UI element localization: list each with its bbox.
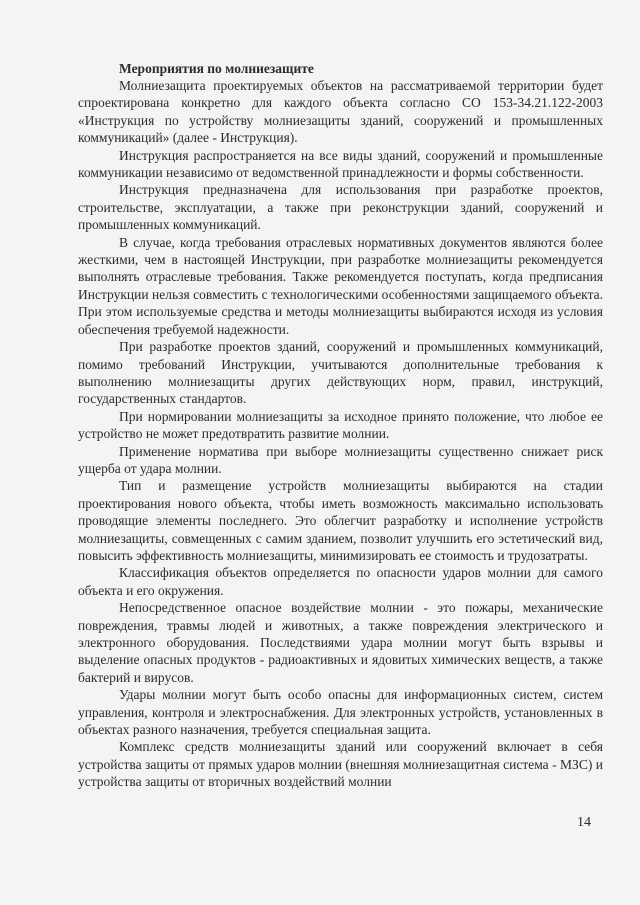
paragraph: Молниезащита проектируемых объектов на рассматриваемой территории будет спроектирована конкретно для каждого объекта согласно СО 153-34.21.122-2003 «Инструкция по устройству молниезащиты зданий, сооружений и промышленных коммуникаций» (далее - Инструкция). bbox=[78, 78, 603, 146]
page-number: 14 bbox=[577, 815, 591, 830]
document-body bbox=[78, 60, 603, 791]
paragraph: Удары молнии могут быть особо опасны для информационных систем, систем управления, контроля и электроснабжения. Для электронных устройств, установленных в объектах разного назначения, требуется специальная защита. bbox=[78, 687, 603, 738]
paragraph: Классификация объектов определяется по опасности ударов молнии для самого объекта и его окружения. bbox=[78, 565, 603, 598]
paragraph: При разработке проектов зданий, сооружений и промышленных коммуникаций, помимо требований Инструкции, учитываются дополнительные требования к выполнению молниезащиты других действующих норм, правил, инструкций, государственных стандартов. bbox=[78, 339, 603, 407]
paragraph: В случае, когда требования отраслевых нормативных документов являются более жесткими, чем в настоящей Инструкции, при разработке молниезащиты рекомендуется выполнять отраслевые требования. Также рекомендуется поступать, когда предписания Инструкции нельзя совместить с технологическими особенностями защищаемого объекта. При этом используемые средства и методы молниезащиты выбираются исходя из условия обеспечения требуемой надежности. bbox=[78, 234, 603, 337]
section-heading: Мероприятия по молниезащите bbox=[119, 61, 314, 76]
paragraph: Применение норматива при выборе молниезащиты существенно снижает риск ущерба от удара молнии. bbox=[78, 443, 603, 476]
paragraph: Инструкция предназначена для использования при разработке проектов, строительстве, эксплуатации, а также при реконструкции зданий, сооружений и промышленных коммуникаций. bbox=[78, 182, 603, 233]
paragraph: Комплекс средств молниезащиты зданий или сооружений включает в себя устройства защиты от прямых ударов молнии (внешняя молниезащитная система - МЗС) и устройства защиты от вторичных воздействий молнии bbox=[78, 739, 603, 790]
paragraph: Непосредственное опасное воздействие молнии - это пожары, механические повреждения, травмы людей и животных, а также повреждения электрического и электронного оборудования. Последствиями удара молнии могут быть взрывы и выделение опасных продуктов - радиоактивных и ядовитых химических веществ, а также бактерий и вирусов. bbox=[78, 600, 603, 685]
paragraph: Тип и размещение устройств молниезащиты выбираются на стадии проектирования нового объекта, чтобы иметь возможность максимально использовать проводящие элементы последнего. Это облегчит разработку и исполнение устройств молниезащиты, совмещенных с самим зданием, позволит улучшить его эстетический вид, повысить эффективность молниезащиты, минимизировать ее стоимость и трудозатраты. bbox=[78, 478, 603, 563]
paragraph: При нормировании молниезащиты за исходное принято положение, что любое ее устройство не может предотвратить развитие молнии. bbox=[78, 408, 603, 442]
paragraph: Инструкция распространяется на все виды зданий, сооружений и промышленные коммуникации независимо от ведомственной принадлежности и формы собственности. bbox=[78, 147, 603, 181]
